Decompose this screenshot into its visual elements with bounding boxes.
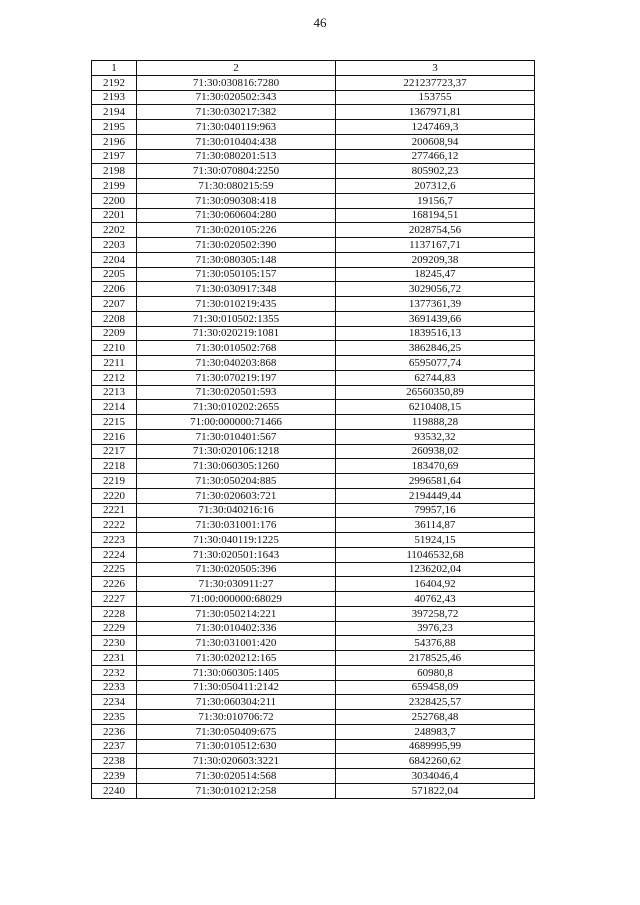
value-cell: 79957,16 [336,503,535,518]
cadastral-number-cell: 71:30:030911:27 [137,577,336,592]
table-row [92,503,535,518]
header-row [92,61,535,76]
table-row [92,474,535,489]
cadastral-number-cell: 71:30:020603:721 [137,488,336,503]
value-cell: 3862846,25 [336,341,535,356]
value-cell: 571822,04 [336,783,535,798]
table-row [92,754,535,769]
row-number-cell: 2227 [92,592,137,607]
cadastral-number-cell: 71:30:020502:390 [137,238,336,253]
table-row [92,680,535,695]
cadastral-number-cell: 71:00:000000:71466 [137,415,336,430]
row-number-cell: 2238 [92,754,137,769]
row-number-cell: 2213 [92,385,137,400]
value-cell: 1236202,04 [336,562,535,577]
cadastral-number-cell: 71:30:070219:197 [137,370,336,385]
table-row [92,356,535,371]
table-row [92,592,535,607]
page-number: 46 [313,15,327,30]
table-row [92,297,535,312]
table-row [92,223,535,238]
cadastral-number-cell: 71:30:020105:226 [137,223,336,238]
value-cell: 3976,23 [336,621,535,636]
cadastral-number-cell: 71:30:080305:148 [137,252,336,267]
value-cell: 40762,43 [336,592,535,607]
value-cell: 221237723,37 [336,75,535,90]
cadastral-number-cell: 71:30:060305:1260 [137,459,336,474]
table-row [92,326,535,341]
cadastral-number-cell: 71:30:010212:258 [137,783,336,798]
row-number-cell: 2230 [92,636,137,651]
value-cell: 183470,69 [336,459,535,474]
table-row [92,710,535,725]
cadastral-number-cell: 71:30:031001:420 [137,636,336,651]
row-number-cell: 2207 [92,297,137,312]
table-row [92,193,535,208]
row-number-cell: 2223 [92,533,137,548]
table-row [92,282,535,297]
value-cell: 397258,72 [336,606,535,621]
cadastral-number-cell: 71:30:020603:3221 [137,754,336,769]
table-row [92,238,535,253]
row-number-cell: 2214 [92,400,137,415]
row-number-cell: 2192 [92,75,137,90]
cadastral-number-cell: 71:30:010219:435 [137,297,336,312]
cadastral-number-cell: 71:30:090308:418 [137,193,336,208]
table-row [92,577,535,592]
cadastral-number-cell: 71:30:080215:59 [137,179,336,194]
value-cell: 805902,23 [336,164,535,179]
row-number-cell: 2233 [92,680,137,695]
row-number-cell: 2219 [92,474,137,489]
table-row [92,400,535,415]
value-cell: 2996581,64 [336,474,535,489]
table-row [92,459,535,474]
cadastral-number-cell: 71:30:070804:2250 [137,164,336,179]
value-cell: 2028754,56 [336,223,535,238]
table-row [92,636,535,651]
table-row [92,385,535,400]
row-number-cell: 2203 [92,238,137,253]
row-number-cell: 2240 [92,783,137,798]
value-cell: 119888,28 [336,415,535,430]
table-row [92,341,535,356]
table-row [92,179,535,194]
column-header-1: 1 [92,61,137,76]
cadastral-number-cell: 71:30:031001:176 [137,518,336,533]
row-number-cell: 2220 [92,488,137,503]
row-number-cell: 2232 [92,665,137,680]
value-cell: 93532,32 [336,429,535,444]
cadastral-number-cell: 71:30:030917:348 [137,282,336,297]
table-row [92,134,535,149]
value-cell: 207312,6 [336,179,535,194]
table-row [92,105,535,120]
cadastral-number-cell: 71:30:050411:2142 [137,680,336,695]
table-row [92,149,535,164]
column-header-3: 3 [336,61,535,76]
value-cell: 6595077,74 [336,356,535,371]
cadastral-number-cell: 71:30:050409:675 [137,724,336,739]
table-row [92,267,535,282]
value-cell: 1377361,39 [336,297,535,312]
value-cell: 62744,83 [336,370,535,385]
table-row [92,444,535,459]
cadastral-number-cell: 71:30:060304:211 [137,695,336,710]
value-cell: 60980,8 [336,665,535,680]
row-number-cell: 2206 [92,282,137,297]
row-number-cell: 2215 [92,415,137,430]
row-number-cell: 2221 [92,503,137,518]
value-cell: 200608,94 [336,134,535,149]
row-number-cell: 2193 [92,90,137,105]
row-number-cell: 2224 [92,547,137,562]
value-cell: 1839516,13 [336,326,535,341]
row-number-cell: 2211 [92,356,137,371]
cadastral-number-cell: 71:30:040119:1225 [137,533,336,548]
value-cell: 6210408,15 [336,400,535,415]
cadastral-number-cell: 71:30:020514:568 [137,769,336,784]
cadastral-number-cell: 71:30:050105:157 [137,267,336,282]
cadastral-number-cell: 71:30:010404:438 [137,134,336,149]
table-body [92,75,535,798]
cadastral-number-cell: 71:30:010202:2655 [137,400,336,415]
value-cell: 260938,02 [336,444,535,459]
value-cell: 51924,15 [336,533,535,548]
value-cell: 16404,92 [336,577,535,592]
value-cell: 659458,09 [336,680,535,695]
row-number-cell: 2236 [92,724,137,739]
value-cell: 26560350,89 [336,385,535,400]
value-cell: 252768,48 [336,710,535,725]
value-cell: 277466,12 [336,149,535,164]
table-row [92,415,535,430]
registry-table [91,60,535,799]
row-number-cell: 2234 [92,695,137,710]
cadastral-number-cell: 71:30:060305:1405 [137,665,336,680]
row-number-cell: 2195 [92,120,137,135]
row-number-cell: 2228 [92,606,137,621]
cadastral-number-cell: 71:30:030217:382 [137,105,336,120]
cadastral-number-cell: 71:30:010512:630 [137,739,336,754]
row-number-cell: 2202 [92,223,137,238]
cadastral-number-cell: 71:30:040203:868 [137,356,336,371]
cadastral-number-cell: 71:30:020219:1081 [137,326,336,341]
value-cell: 2194449,44 [336,488,535,503]
value-cell: 3029056,72 [336,282,535,297]
row-number-cell: 2209 [92,326,137,341]
row-number-cell: 2239 [92,769,137,784]
cadastral-number-cell: 71:30:010401:567 [137,429,336,444]
row-number-cell: 2229 [92,621,137,636]
row-number-cell: 2204 [92,252,137,267]
value-cell: 168194,51 [336,208,535,223]
table-row [92,695,535,710]
row-number-cell: 2222 [92,518,137,533]
row-number-cell: 2199 [92,179,137,194]
cadastral-number-cell: 71:30:020212:165 [137,651,336,666]
row-number-cell: 2205 [92,267,137,282]
cadastral-number-cell: 71:30:020501:593 [137,385,336,400]
cadastral-number-cell: 71:30:010502:768 [137,341,336,356]
cadastral-number-cell: 71:30:020502:343 [137,90,336,105]
value-cell: 3691439,66 [336,311,535,326]
value-cell: 2328425,57 [336,695,535,710]
table-row [92,120,535,135]
row-number-cell: 2235 [92,710,137,725]
value-cell: 54376,88 [336,636,535,651]
table-row [92,252,535,267]
value-cell: 1137167,71 [336,238,535,253]
table-row [92,547,535,562]
table-row [92,488,535,503]
row-number-cell: 2237 [92,739,137,754]
value-cell: 19156,7 [336,193,535,208]
column-header-2: 2 [137,61,336,76]
value-cell: 153755 [336,90,535,105]
value-cell: 36114,87 [336,518,535,533]
cadastral-number-cell: 71:30:050214:221 [137,606,336,621]
table-row [92,783,535,798]
cadastral-number-cell: 71:00:000000:68029 [137,592,336,607]
cadastral-number-cell: 71:30:040216:16 [137,503,336,518]
table-row [92,724,535,739]
row-number-cell: 2197 [92,149,137,164]
row-number-cell: 2216 [92,429,137,444]
row-number-cell: 2217 [92,444,137,459]
row-number-cell: 2194 [92,105,137,120]
row-number-cell: 2196 [92,134,137,149]
table-row [92,90,535,105]
value-cell: 3034046,4 [336,769,535,784]
row-number-cell: 2198 [92,164,137,179]
value-cell: 18245,47 [336,267,535,282]
row-number-cell: 2210 [92,341,137,356]
table-row [92,518,535,533]
table-row [92,651,535,666]
value-cell: 11046532,68 [336,547,535,562]
cadastral-number-cell: 71:30:010502:1355 [137,311,336,326]
row-number-cell: 2218 [92,459,137,474]
table-row [92,429,535,444]
value-cell: 1247469,3 [336,120,535,135]
value-cell: 2178525,46 [336,651,535,666]
row-number-cell: 2201 [92,208,137,223]
cadastral-number-cell: 71:30:020106:1218 [137,444,336,459]
row-number-cell: 2208 [92,311,137,326]
cadastral-number-cell: 71:30:010402:336 [137,621,336,636]
table-row [92,665,535,680]
row-number-cell: 2200 [92,193,137,208]
cadastral-number-cell: 71:30:050204:885 [137,474,336,489]
table-row [92,739,535,754]
row-number-cell: 2225 [92,562,137,577]
cadastral-number-cell: 71:30:040119:963 [137,120,336,135]
value-cell: 209209,38 [336,252,535,267]
row-number-cell: 2212 [92,370,137,385]
table-row [92,533,535,548]
table-row [92,769,535,784]
cadastral-number-cell: 71:30:020501:1643 [137,547,336,562]
value-cell: 1367971,81 [336,105,535,120]
table-row [92,208,535,223]
row-number-cell: 2231 [92,651,137,666]
cadastral-number-cell: 71:30:010706:72 [137,710,336,725]
cadastral-number-cell: 71:30:030816:7280 [137,75,336,90]
cadastral-number-cell: 71:30:080201:513 [137,149,336,164]
table-row [92,562,535,577]
value-cell: 4689995,99 [336,739,535,754]
table-row [92,621,535,636]
value-cell: 248983,7 [336,724,535,739]
row-number-cell: 2226 [92,577,137,592]
table-row [92,75,535,90]
value-cell: 6842260,62 [336,754,535,769]
table-row [92,606,535,621]
table-row [92,164,535,179]
table-header [92,61,535,76]
cadastral-number-cell: 71:30:020505:396 [137,562,336,577]
table-row [92,370,535,385]
table-row [92,311,535,326]
cadastral-number-cell: 71:30:060604:280 [137,208,336,223]
